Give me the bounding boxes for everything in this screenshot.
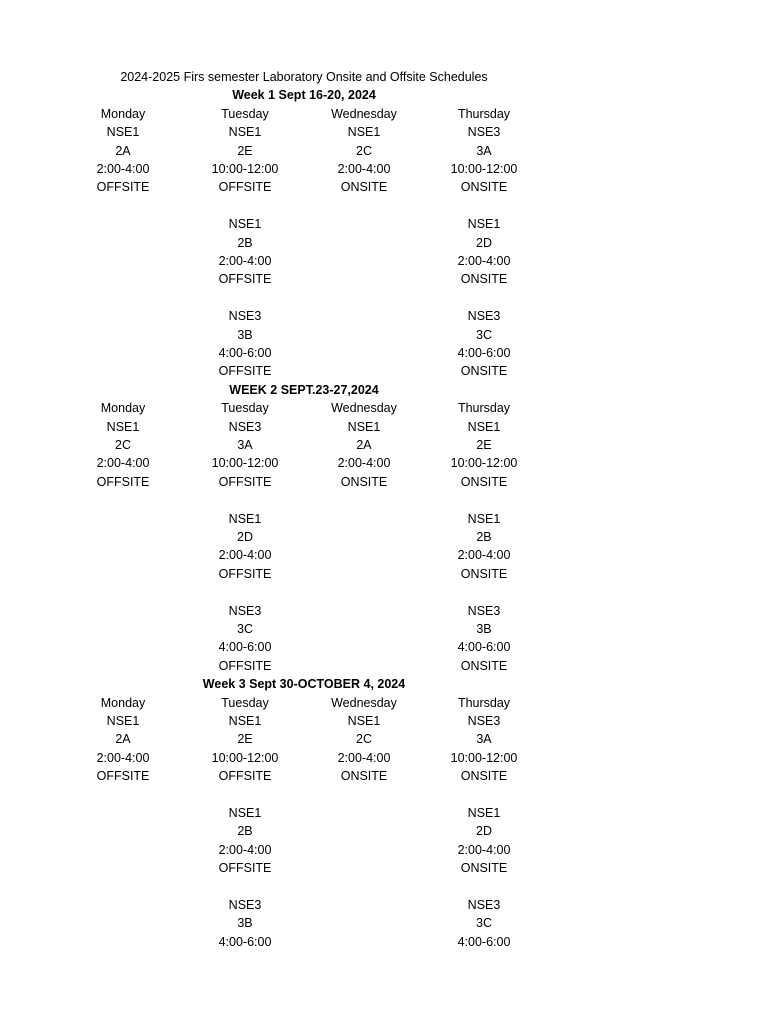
schedule-cell: ONSITE: [460, 474, 508, 489]
schedule-cell: ONSITE: [460, 272, 508, 287]
schedule-cell: 2:00-4:00: [337, 750, 391, 765]
schedule-cell: 4:00-6:00: [218, 934, 272, 949]
schedule-cell: NSE3: [467, 714, 501, 728]
schedule-cell: 10:00-12:00: [450, 750, 518, 765]
day-header: Monday: [100, 106, 146, 121]
schedule-row: [62, 749, 546, 767]
schedule-cell: 4:00-6:00: [457, 346, 511, 360]
day-header: Wednesday: [331, 106, 397, 121]
week-1-day-header-row: [62, 105, 546, 123]
schedule-cell: 2E: [237, 732, 253, 747]
schedule-row: [62, 123, 546, 141]
schedule-cell: 2B: [237, 824, 253, 839]
schedule-row: [62, 602, 546, 620]
schedule-row: [62, 620, 546, 638]
schedule-cell: 10:00-12:00: [211, 750, 279, 765]
schedule-cell: 2D: [476, 824, 492, 839]
schedule-cell: 2:00-4:00: [96, 750, 150, 765]
schedule-cell: 2A: [115, 732, 131, 747]
schedule-cell: 2E: [237, 143, 253, 158]
schedule-cell: NSE3: [228, 898, 262, 912]
schedule-cell: NSE3: [467, 603, 501, 618]
schedule-cell: NSE1: [228, 714, 262, 728]
schedule-row: [62, 142, 546, 160]
schedule-cell: ONSITE: [340, 474, 388, 489]
schedule-cell: NSE1: [106, 125, 140, 140]
schedule-row: [62, 270, 546, 288]
schedule-cell: NSE1: [228, 217, 262, 232]
schedule-cell: 3A: [476, 732, 492, 747]
schedule-cell: NSE3: [228, 309, 262, 324]
schedule-cell: 10:00-12:00: [211, 456, 279, 471]
schedule-cell: 2A: [115, 143, 131, 158]
schedule-row: [62, 252, 546, 270]
schedule-cell: OFFSITE: [218, 658, 272, 673]
week-2-title: WEEK 2 SEPT.23-27,2024: [229, 382, 379, 397]
document-title: 2024-2025 Firs semester Laboratory Onsite and Offsite Schedules: [120, 70, 488, 84]
schedule-cell: 3C: [476, 916, 492, 931]
schedule-row: [62, 933, 546, 951]
day-header: Thursday: [457, 401, 511, 416]
day-header: Wednesday: [331, 401, 397, 416]
schedule-row: [62, 436, 546, 454]
schedule-row: [62, 767, 546, 785]
schedule-cell: ONSITE: [340, 180, 388, 195]
schedule-cell: NSE1: [106, 419, 140, 434]
schedule-cell: 2C: [115, 438, 131, 452]
schedule-cell: NSE1: [467, 419, 501, 434]
schedule-row: [62, 859, 546, 877]
schedule-row: [62, 638, 546, 656]
week-1-title: Week 1 Sept 16-20, 2024: [232, 88, 376, 103]
schedule-cell: OFFSITE: [218, 180, 272, 195]
schedule-cell: NSE1: [228, 806, 262, 820]
schedule-cell: OFFSITE: [218, 769, 272, 784]
day-header: Thursday: [457, 695, 511, 710]
schedule-cell: ONSITE: [460, 566, 508, 581]
schedule-row: [62, 234, 546, 252]
schedule-row: [62, 841, 546, 859]
schedule-row: [62, 510, 546, 528]
schedule-cell: 4:00-6:00: [457, 934, 511, 949]
schedule-cell: 2:00-4:00: [337, 456, 391, 471]
schedule-cell: OFFSITE: [218, 272, 272, 287]
schedule-row: [62, 454, 546, 472]
schedule-cell: OFFSITE: [96, 474, 150, 489]
schedule-row: [62, 565, 546, 583]
schedule-cell: 2B: [237, 235, 253, 250]
schedule-cell: 2C: [356, 732, 372, 747]
schedule-cell: NSE1: [467, 511, 501, 526]
schedule-cell: OFFSITE: [96, 180, 150, 195]
schedule-cell: NSE1: [228, 125, 262, 140]
schedule-cell: 3B: [237, 327, 253, 342]
day-header: Monday: [100, 401, 146, 416]
schedule-cell: OFFSITE: [218, 566, 272, 581]
schedule-cell: NSE3: [228, 603, 262, 618]
schedule-row: [62, 657, 546, 675]
schedule-cell: NSE1: [467, 806, 501, 820]
schedule-row: [62, 896, 546, 914]
schedule-cell: 3A: [476, 143, 492, 158]
schedule-cell: NSE1: [467, 217, 501, 232]
schedule-row: [62, 344, 546, 362]
day-header: Wednesday: [331, 695, 397, 710]
schedule-cell: 2:00-4:00: [218, 254, 272, 268]
schedule-cell: NSE1: [228, 511, 262, 526]
schedule-row: [62, 307, 546, 325]
schedule-cell: NSE3: [228, 419, 262, 434]
schedule-cell: 4:00-6:00: [218, 346, 272, 360]
schedule-row: [62, 215, 546, 233]
schedule-cell: 2E: [476, 438, 492, 452]
schedule-row: [62, 546, 546, 564]
day-header: Monday: [100, 695, 146, 710]
day-header: Tuesday: [221, 401, 269, 416]
schedule-cell: 2C: [356, 143, 372, 158]
day-header: Tuesday: [221, 106, 269, 121]
schedule-cell: 3A: [237, 438, 253, 452]
schedule-cell: ONSITE: [460, 658, 508, 673]
schedule-cell: NSE1: [347, 125, 381, 140]
schedule-cell: 10:00-12:00: [450, 456, 518, 471]
week-2-day-header-row: [62, 399, 546, 417]
schedule-cell: 3B: [476, 622, 492, 636]
schedule-cell: OFFSITE: [218, 861, 272, 876]
schedule-cell: 2:00-4:00: [337, 162, 391, 176]
schedule-cell: 2:00-4:00: [96, 456, 150, 471]
schedule-cell: OFFSITE: [218, 364, 272, 379]
schedule-cell: NSE1: [106, 714, 140, 728]
schedule-row: [62, 822, 546, 840]
schedule-row: [62, 362, 546, 380]
schedule-row: [62, 178, 546, 196]
schedule-cell: ONSITE: [460, 861, 508, 876]
schedule-cell: NSE1: [347, 714, 381, 728]
schedule-cell: 3B: [237, 916, 253, 931]
schedule-cell: NSE1: [347, 419, 381, 434]
week-3-title: Week 3 Sept 30-OCTOBER 4, 2024: [202, 677, 406, 692]
schedule-cell: ONSITE: [460, 364, 508, 379]
schedule-cell: 3C: [476, 327, 492, 342]
day-header: Thursday: [457, 106, 511, 121]
schedule-row: [62, 418, 546, 436]
schedule-cell: 4:00-6:00: [457, 640, 511, 655]
schedule-cell: 10:00-12:00: [211, 162, 279, 176]
schedule-cell: 3C: [237, 622, 253, 636]
schedule-cell: ONSITE: [460, 180, 508, 195]
day-header: Tuesday: [221, 695, 269, 710]
schedule-cell: 2:00-4:00: [218, 842, 272, 857]
schedule-row: [62, 160, 546, 178]
schedule-cell: OFFSITE: [96, 769, 150, 784]
week-3-day-header-row: [62, 694, 546, 712]
schedule-cell: 4:00-6:00: [218, 640, 272, 655]
schedule-row: [62, 528, 546, 546]
schedule-cell: 10:00-12:00: [450, 162, 518, 176]
schedule-cell: NSE3: [467, 125, 501, 140]
schedule-cell: 2:00-4:00: [457, 254, 511, 268]
schedule-row: [62, 712, 546, 730]
schedule-cell: ONSITE: [460, 769, 508, 784]
schedule-row: [62, 473, 546, 491]
schedule-cell: NSE3: [467, 898, 501, 912]
schedule-cell: 2D: [476, 235, 492, 250]
schedule-cell: 2D: [237, 530, 253, 544]
schedule-row: [62, 730, 546, 748]
schedule-cell: 2:00-4:00: [457, 548, 511, 563]
schedule-cell: 2:00-4:00: [457, 842, 511, 857]
schedule-cell: ONSITE: [340, 769, 388, 784]
schedule-row: [62, 804, 546, 822]
schedule-row: [62, 326, 546, 344]
schedule-cell: NSE3: [467, 309, 501, 324]
schedule-cell: 2:00-4:00: [96, 162, 150, 176]
schedule-row: [62, 914, 546, 932]
schedule-cell: OFFSITE: [218, 474, 272, 489]
schedule-cell: 2:00-4:00: [218, 548, 272, 563]
schedule-cell: 2A: [356, 438, 372, 452]
schedule-cell: 2B: [476, 530, 492, 544]
